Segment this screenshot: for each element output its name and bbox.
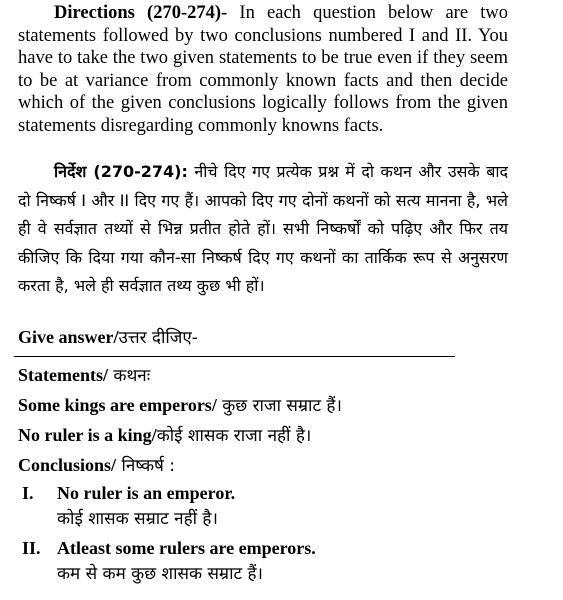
statements-heading: Statements/ कथनः xyxy=(18,365,151,386)
divider-line xyxy=(14,356,455,357)
conclusion-2 xyxy=(57,535,316,587)
hindi-directions-text: नीचे दिए गए प्रत्येक प्रश्न में दो कथन और उसके बाद दो निष्कर्ष I और II दिए गए हैं। आपको दिए गए दोनों कथनों को सत्य मानना है, भले ही वे सर्वज्ञात तथ्यों से भिन्न प्रतीत होते हों। सभी निष्कर्षों को पढ़िए और फिर तय कीजिए कि दिया गया कौन-सा निष्कर्ष दिए गए कथनों का तार्किक रूप से अनुसरण करता है, भले ही सर्वज्ञात तथ्य कुछ भी हों। xyxy=(18,162,508,295)
conclusion-1-number: I. xyxy=(22,483,34,503)
directions-label: Directions (270-274)- xyxy=(54,3,228,23)
hindi-directions-paragraph xyxy=(18,158,508,301)
statement-2: No ruler is a king/कोई शासक राजा नहीं है। xyxy=(18,425,312,446)
hindi-directions-label: निर्देश (270-274): xyxy=(54,162,188,181)
conclusion-2-en: Atleast some rulers are emperors. xyxy=(57,538,316,558)
statement-1: Some kings are emperors/ कुछ राजा सम्राट हैं। xyxy=(18,395,342,416)
conclusion-1-hi: कोई शासक सम्राट नहीं है। xyxy=(57,509,218,529)
directions-paragraph xyxy=(18,2,508,137)
conclusion-1 xyxy=(57,480,235,532)
conclusions-heading: Conclusions/ निष्कर्ष : xyxy=(18,455,175,476)
conclusion-2-hi: कम से कम कुछ शासक सम्राट हैं। xyxy=(57,564,263,584)
conclusion-2-number: II. xyxy=(22,538,41,558)
give-answer-label: Give answer/उत्तर दीजिए- xyxy=(18,327,198,348)
conclusion-1-en: No ruler is an emperor. xyxy=(57,483,236,503)
directions-text: In each question below are two statements followed by two conclusions numbered I and II. You have to take the two given statements to be true even if they seem to be at variance from commonly known facts and then decide which of the given conclusions logically follows from the given statements disregarding commonly knowns facts. xyxy=(18,3,509,136)
